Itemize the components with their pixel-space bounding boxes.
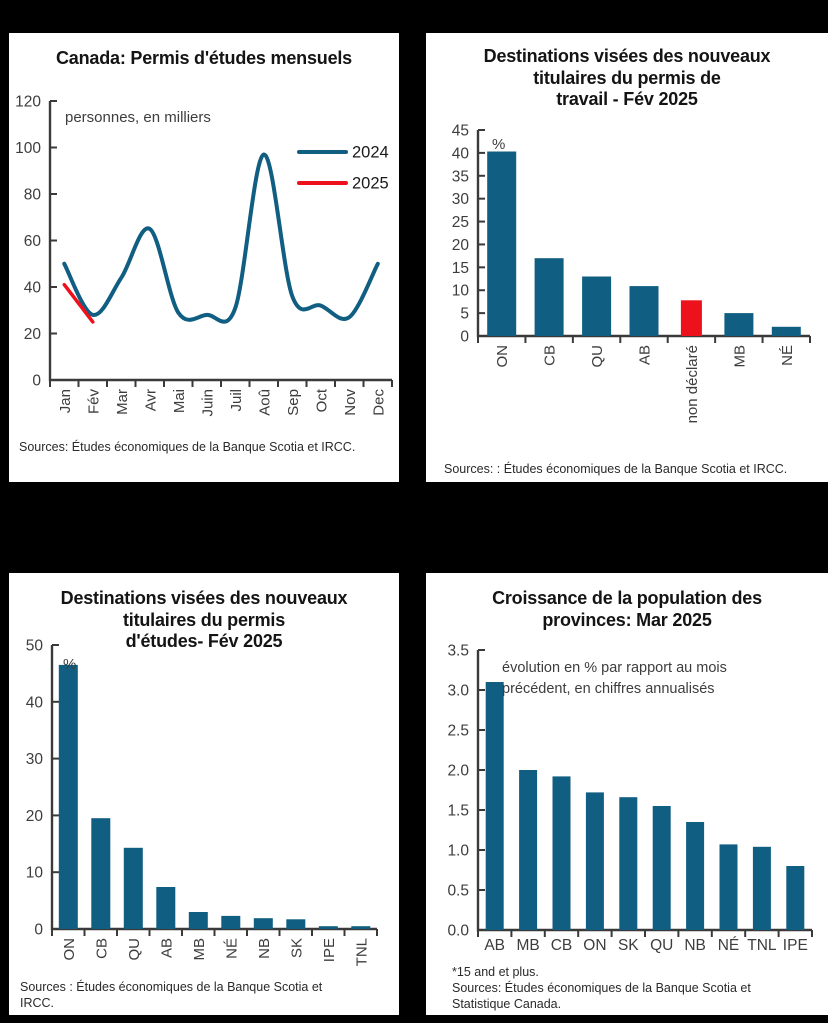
y-tick-label: 5: [460, 305, 469, 323]
x-category-label-NÉ: NÉ: [778, 345, 796, 366]
x-category-label-Avr: Avr: [142, 389, 160, 412]
x-category-label-NÉ: NÉ: [223, 938, 241, 959]
footnote-line: *15 and et plus.: [452, 965, 539, 979]
x-category-label-NB: NB: [684, 937, 706, 954]
bar-IPE: [786, 866, 804, 930]
legend-label-2025: 2025: [352, 174, 389, 193]
series-line-2024: [64, 154, 378, 321]
y-tick-label: 3.5: [447, 642, 469, 660]
bar-NÉ: [720, 844, 738, 930]
x-category-label-Mai: Mai: [170, 389, 188, 414]
y-tick-label: 25: [451, 214, 469, 232]
panel-study-permit-destinations: [9, 573, 399, 1015]
x-category-label-MB: MB: [731, 345, 749, 368]
province-population-growth-bar-chart: [426, 631, 828, 981]
title-line: titulaires du permis de: [533, 67, 721, 88]
x-category-label-Dec: Dec: [370, 389, 388, 416]
source-note: [19, 439, 355, 455]
panel-province-population-growth: [426, 573, 828, 1015]
source-note: [444, 461, 787, 477]
x-category-label-ON: ON: [494, 345, 512, 368]
axis-frame: [50, 101, 392, 380]
y-tick-label: 2.0: [447, 762, 469, 780]
x-category-label-Jan: Jan: [56, 389, 74, 414]
bar-TNL: [351, 926, 370, 929]
annotation-line: évolution en % par rapport au mois: [502, 660, 727, 676]
source-note: [20, 979, 322, 1011]
x-category-label-AB: AB: [636, 345, 654, 366]
y-tick-label: 40: [25, 694, 43, 712]
panel-work-permit-destinations: [426, 33, 828, 482]
percent-axis-label: %: [63, 656, 77, 673]
title-line: Destinations visées des nouveaux: [483, 46, 771, 66]
title-line: provinces: Mar 2025: [542, 609, 712, 630]
bar-QU: [653, 806, 671, 930]
bar-NB: [254, 918, 273, 929]
y-tick-label: 35: [451, 168, 469, 186]
y-tick-label: 1.0: [447, 842, 469, 860]
x-category-label-Fév: Fév: [85, 389, 103, 415]
x-category-label-IPE: IPE: [320, 938, 338, 963]
bar-IPE: [319, 926, 338, 929]
y-tick-label: 20: [451, 236, 469, 254]
x-category-label-non déclaré: non déclaré: [683, 345, 701, 424]
source-line: Statistique Canada.: [452, 997, 562, 1011]
x-category-label-NÉ: NÉ: [717, 937, 740, 954]
x-category-label-MB: MB: [190, 938, 208, 961]
y-tick-label: 120: [15, 93, 41, 111]
x-category-label-ON: ON: [583, 937, 607, 954]
x-category-label-AB: AB: [484, 937, 506, 954]
annotation-line: précédent, en chiffres annualisés: [502, 681, 715, 697]
y-tick-label: 0: [34, 921, 43, 939]
y-tick-label: 0: [32, 372, 41, 390]
y-tick-label: 15: [451, 259, 469, 277]
legend-label-2024: 2024: [352, 143, 389, 162]
x-category-label-QU: QU: [650, 937, 674, 954]
bar-NÉ: [221, 916, 240, 929]
x-category-label-IPE: IPE: [782, 937, 808, 954]
chart-title-monthly-study-permits: [9, 48, 399, 70]
x-category-label-AB: AB: [158, 938, 176, 959]
x-category-label-Sep: Sep: [284, 389, 302, 416]
x-category-label-SK: SK: [288, 938, 306, 959]
x-category-label-SK: SK: [617, 937, 639, 954]
x-category-label-Mar: Mar: [113, 389, 131, 415]
bar-ON: [586, 792, 604, 930]
title-line: Canada: Permis d'études mensuels: [56, 48, 352, 68]
x-category-label-CB: CB: [541, 345, 559, 366]
bar-ON: [59, 665, 78, 929]
y-tick-label: 0: [460, 328, 469, 346]
bar-QU: [582, 277, 611, 337]
bar-CB: [553, 776, 571, 930]
x-category-label-TNL: TNL: [747, 937, 777, 954]
panel-monthly-study-permits: [9, 33, 399, 482]
y-tick-label: 10: [25, 864, 43, 882]
source-line: Sources: Études économiques de la Banque Scotia et: [452, 981, 751, 995]
work-permit-destinations-bar-chart: [426, 111, 828, 461]
study-permit-destinations-bar-chart: [9, 631, 399, 981]
bar-MB: [724, 313, 753, 336]
footer-note: [452, 964, 751, 1012]
x-category-label-MB: MB: [516, 937, 540, 954]
bar-QU: [124, 848, 143, 929]
x-category-label-QU: QU: [589, 345, 607, 368]
bar-non déclaré: [681, 300, 702, 336]
x-category-label-Juil: Juil: [227, 389, 245, 412]
percent-axis-label: %: [492, 136, 506, 153]
monthly-study-permits-line-chart: [9, 71, 399, 446]
y-tick-label: 3.0: [447, 682, 469, 700]
x-category-label-CB: CB: [550, 937, 573, 954]
x-category-label-QU: QU: [125, 938, 143, 961]
series-line-2025: [64, 285, 93, 322]
bar-TNL: [753, 847, 771, 930]
bar-SK: [286, 919, 305, 929]
y-tick-label: 40: [23, 279, 41, 297]
x-category-label-Oct: Oct: [313, 389, 331, 413]
chart-title-work-permit-destinations: [426, 46, 828, 111]
y-tick-label: 45: [451, 122, 469, 140]
bar-ON: [487, 152, 516, 337]
x-category-label-ON: ON: [60, 938, 78, 961]
bar-AB: [630, 286, 659, 336]
source-line: Sources : Études économiques de la Banque Scotia et: [20, 980, 323, 994]
x-category-label-CB: CB: [93, 938, 111, 959]
y-tick-label: 20: [23, 326, 41, 343]
bar-MB: [189, 912, 208, 929]
y-tick-label: 20: [25, 807, 43, 825]
y-tick-label: 30: [25, 751, 43, 769]
bar-SK: [619, 797, 637, 930]
y-tick-label: 0.5: [447, 882, 469, 900]
bar-AB: [156, 887, 175, 929]
bar-MB: [519, 770, 537, 930]
y-tick-label: 40: [451, 145, 469, 163]
title-line: travail - Fév 2025: [556, 89, 698, 109]
y-tick-label: 30: [451, 191, 469, 209]
y-tick-label: 80: [23, 186, 41, 204]
bar-CB: [91, 818, 110, 929]
y-tick-label: 10: [451, 282, 469, 300]
x-category-label-Aoû: Aoû: [256, 389, 274, 416]
chart-title-province-population-growth: [426, 588, 828, 631]
source-line: IRCC.: [20, 996, 55, 1010]
y-tick-label: 0.0: [447, 922, 469, 940]
bar-AB: [486, 682, 504, 930]
y-tick-label: 60: [23, 233, 41, 250]
y-tick-label: 100: [15, 140, 41, 157]
x-category-label-TNL: TNL: [353, 938, 371, 967]
title-line: d'études- Fév 2025: [125, 631, 283, 651]
bar-CB: [535, 258, 564, 336]
bar-NB: [686, 822, 704, 930]
source-line: Sources: Études économiques de la Banque Scotia et IRCC.: [19, 440, 356, 454]
y-tick-label: 1.5: [447, 802, 469, 820]
x-category-label-NB: NB: [255, 938, 273, 959]
title-line: titulaires du permis: [122, 609, 286, 630]
title-line: Croissance de la population des: [492, 588, 762, 608]
y-tick-label: 50: [25, 637, 43, 655]
source-line: Sources: : Études économiques de la Banque Scotia et IRCC.: [444, 462, 788, 476]
title-line: Destinations visées des nouveaux: [60, 588, 348, 608]
y-tick-label: 2.5: [447, 722, 469, 740]
bar-NÉ: [772, 327, 801, 336]
x-category-label-Nov: Nov: [341, 389, 359, 416]
y-axis-unit-label: personnes, en milliers: [65, 109, 211, 126]
x-category-label-Juin: Juin: [199, 389, 217, 417]
